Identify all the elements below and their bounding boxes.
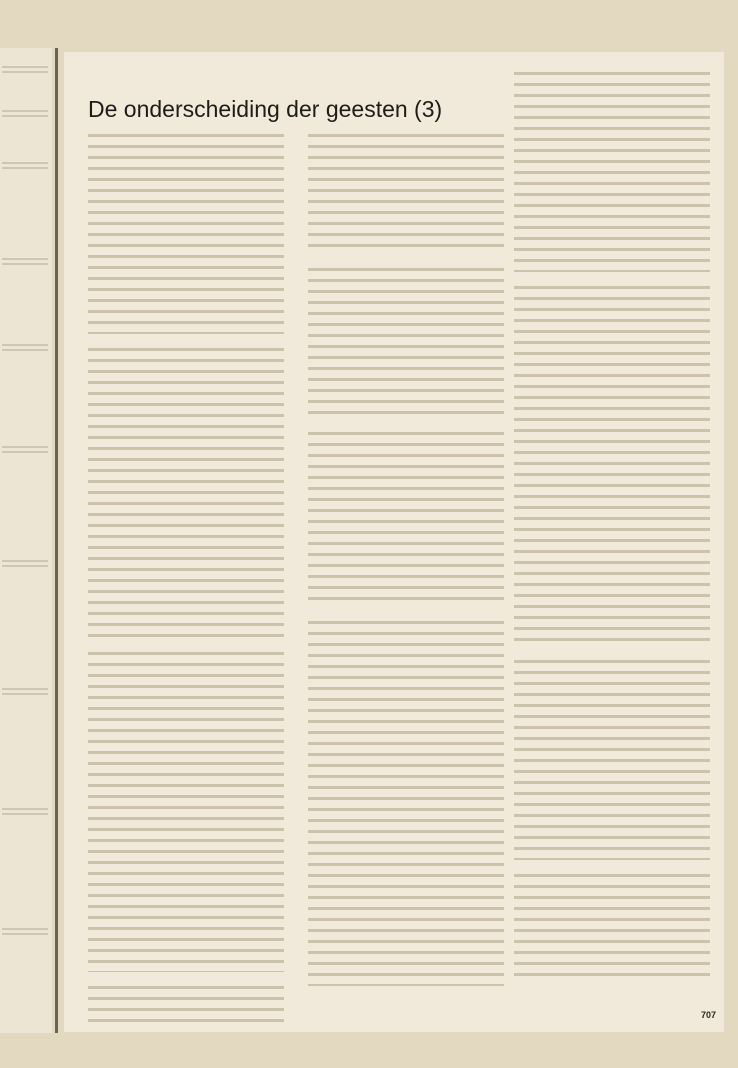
body-text-placeholder	[88, 652, 284, 972]
previous-page-edge	[0, 48, 52, 1033]
text-column-1	[88, 134, 284, 1040]
cut-off-text-placeholder	[2, 446, 48, 453]
cut-off-text-placeholder	[2, 560, 48, 567]
body-text-placeholder	[88, 134, 284, 334]
cut-off-text-placeholder	[2, 110, 48, 117]
body-text-placeholder	[514, 286, 710, 646]
page-number: 707	[700, 1010, 716, 1020]
cut-off-text-placeholder	[2, 808, 48, 815]
page-gutter	[55, 48, 58, 1033]
cut-off-text-placeholder	[2, 162, 48, 169]
cut-off-text-placeholder	[2, 258, 48, 265]
body-text-placeholder	[514, 660, 710, 860]
body-text-placeholder	[88, 986, 284, 1026]
body-text-placeholder	[514, 874, 710, 984]
body-text-placeholder	[308, 268, 504, 418]
text-column-2	[308, 134, 504, 1000]
body-text-placeholder	[308, 134, 504, 254]
body-text-placeholder	[308, 432, 504, 607]
magazine-page	[64, 52, 724, 1032]
cut-off-text-placeholder	[2, 688, 48, 695]
cut-off-text-placeholder	[2, 928, 48, 935]
body-text-placeholder	[514, 72, 710, 272]
body-text-placeholder	[88, 348, 284, 638]
cut-off-text-placeholder	[2, 66, 48, 73]
cut-off-text-placeholder	[2, 344, 48, 351]
body-text-placeholder	[308, 621, 504, 986]
text-column-3	[514, 72, 710, 998]
article-title: De onderscheiding der geesten (3)	[88, 96, 443, 122]
